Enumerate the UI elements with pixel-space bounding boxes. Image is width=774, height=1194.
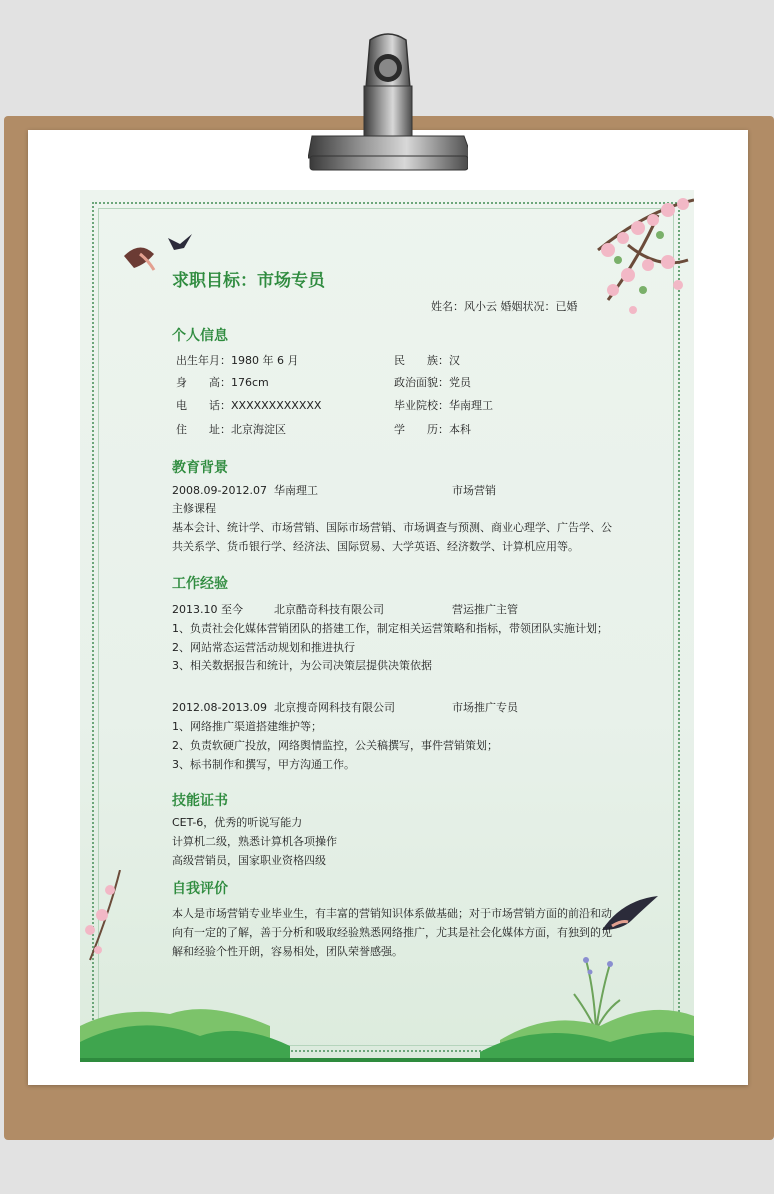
skill-item: 高级营销员，国家职业资格四级 (172, 854, 326, 867)
education-school: 华南理工 (274, 484, 318, 497)
job-duty: 1、负责社会化媒体营销团队的搭建工作，制定相关运营策略和指标，带领团队实施计划； (172, 622, 608, 635)
self-evaluation-line: 本人是市场营销专业毕业生，有丰富的营销知识体系做基础；对于市场营销方面的前沿和动 (172, 907, 612, 920)
courses-line: 共关系学、货币银行学、经济法、国际贸易、大学英语、经济数学、计算机应用等。 (172, 540, 579, 553)
job-period: 2013.10 至今 (172, 603, 243, 616)
graduate-school: 毕业院校：华南理工 (394, 399, 493, 412)
courses-line: 基本会计、统计学、市场营销、国际市场营销、市场调查与预测、商业心理学、广告学、公 (172, 521, 612, 534)
resume-document (80, 190, 694, 1062)
education-period: 2008.09-2012.07 (172, 484, 267, 497)
political-status: 政治面貌：党员 (394, 376, 471, 389)
job-duty: 2、网站常态运营活动规划和推进执行 (172, 641, 355, 654)
job-duty: 3、标书制作和撰写，甲方沟通工作。 (172, 758, 355, 771)
job-position: 市场推广专员 (452, 701, 518, 714)
courses-label: 主修课程 (172, 502, 216, 515)
name-marital-status: 姓名：风小云 婚姻状况：已婚 (431, 300, 578, 313)
birth-date: 出生年月：1980 年 6 月 (176, 354, 299, 367)
blossom-branch-icon (568, 190, 694, 340)
job-duty: 3、相关数据报告和统计，为公司决策层提供决策依据 (172, 659, 432, 672)
job-company: 北京酷奇科技有限公司 (274, 603, 384, 616)
address: 住 址：北京海淀区 (176, 423, 286, 436)
ethnicity: 民 族：汉 (394, 354, 460, 367)
skill-item: CET-6，优秀的听说写能力 (172, 816, 303, 829)
green-hills-icon (80, 986, 694, 1062)
job-period: 2012.08-2013.09 (172, 701, 267, 714)
education-heading: 教育背景 (172, 460, 228, 476)
self-evaluation-line: 向有一定的了解，善于分析和吸取经验熟悉网络推广，尤其是社会化媒体方面，有独到的见 (172, 926, 612, 939)
blossom-left-icon (80, 870, 130, 970)
education-major: 市场营销 (452, 484, 496, 497)
education-degree: 学 历：本科 (394, 423, 471, 436)
self-evaluation-heading: 自我评价 (172, 881, 228, 897)
job-company: 北京搜奇网科技有限公司 (274, 701, 395, 714)
job-duty: 2、负责软硬广投放，网络舆情监控，公关稿撰写，事件营销策划； (172, 739, 498, 752)
height: 身 高：176cm (176, 376, 269, 389)
work-heading: 工作经验 (172, 576, 228, 592)
skills-heading: 技能证书 (172, 793, 228, 809)
phone: 电 话：XXXXXXXXXXXX (176, 399, 322, 412)
skill-item: 计算机二级，熟悉计算机各项操作 (172, 835, 337, 848)
job-position: 营运推广主管 (452, 603, 518, 616)
job-duty: 1、网络推广渠道搭建维护等； (172, 720, 322, 733)
personal-info-heading: 个人信息 (172, 328, 228, 344)
binder-clip-icon (308, 28, 468, 178)
job-objective-title: 求职目标：市场专员 (172, 271, 325, 291)
self-evaluation-line: 解和经验个性开朗，容易相处，团队荣誉感强。 (172, 945, 403, 958)
